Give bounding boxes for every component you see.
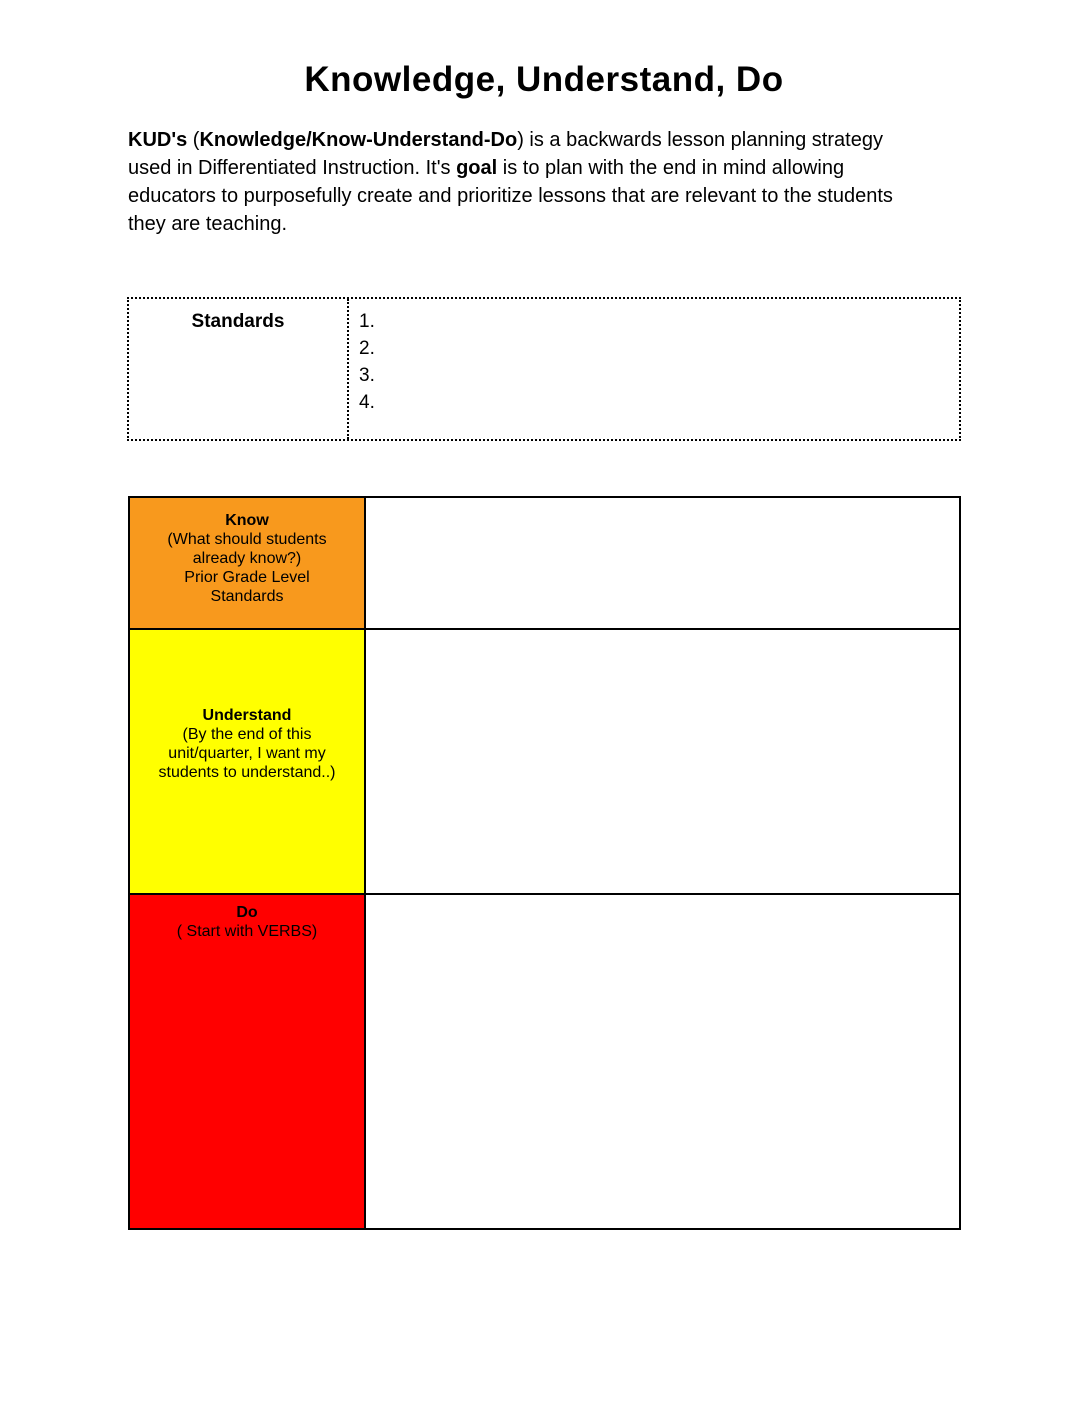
intro-line [128, 182, 968, 210]
know-description-2: Prior Grade Level Standards [184, 569, 310, 605]
know-label-cell [130, 498, 366, 630]
intro-text-segment: they are teaching. [128, 213, 287, 235]
understand-description: (By the end of this unit/quarter, I want my students to understand..) [158, 725, 336, 781]
intro-line [128, 154, 968, 182]
do-description: ( Start with VERBS) [176, 923, 318, 940]
intro-text-segment: used in Differentiated Instruction. It's [128, 157, 457, 179]
intro-line [128, 126, 968, 154]
standards-label: Standards [191, 311, 285, 332]
standards-content-cell[interactable] [349, 299, 959, 439]
page-title: Knowledge, Understand, Do [304, 60, 784, 99]
know-content-cell[interactable] [366, 498, 959, 630]
standards-item-2: 2. [359, 338, 375, 359]
intro-text-segment: educators to purposefully create and prioritize lessons that are relevant to the students [128, 185, 893, 207]
standards-item-4: 4. [359, 392, 375, 413]
standards-item-3: 3. [359, 365, 375, 386]
understand-content-cell[interactable] [366, 630, 959, 895]
know-description: (What should students already know?) [167, 531, 327, 567]
intro-text-segment: ) is a backwards lesson planning strategy [517, 129, 883, 151]
intro-text-segment: Knowledge/Know-Understand-Do [199, 129, 518, 151]
do-content-cell[interactable] [366, 895, 959, 1228]
do-label: Do [236, 904, 258, 921]
kud-table [128, 496, 961, 1230]
understand-label-cell [130, 630, 366, 895]
standards-table [127, 297, 961, 441]
know-label: Know [225, 512, 269, 529]
do-label-cell [130, 895, 366, 1228]
standards-item-1: 1. [359, 311, 375, 332]
understand-label: Understand [202, 706, 292, 724]
intro-text-segment: KUD's [128, 129, 188, 151]
intro-text-segment: is to plan with the end in mind allowing [497, 157, 845, 179]
intro-text-segment: ( [187, 129, 200, 151]
intro-line [128, 210, 968, 238]
intro-paragraph [128, 126, 968, 238]
intro-text-segment: goal [456, 157, 498, 179]
standards-label-cell [129, 299, 349, 439]
